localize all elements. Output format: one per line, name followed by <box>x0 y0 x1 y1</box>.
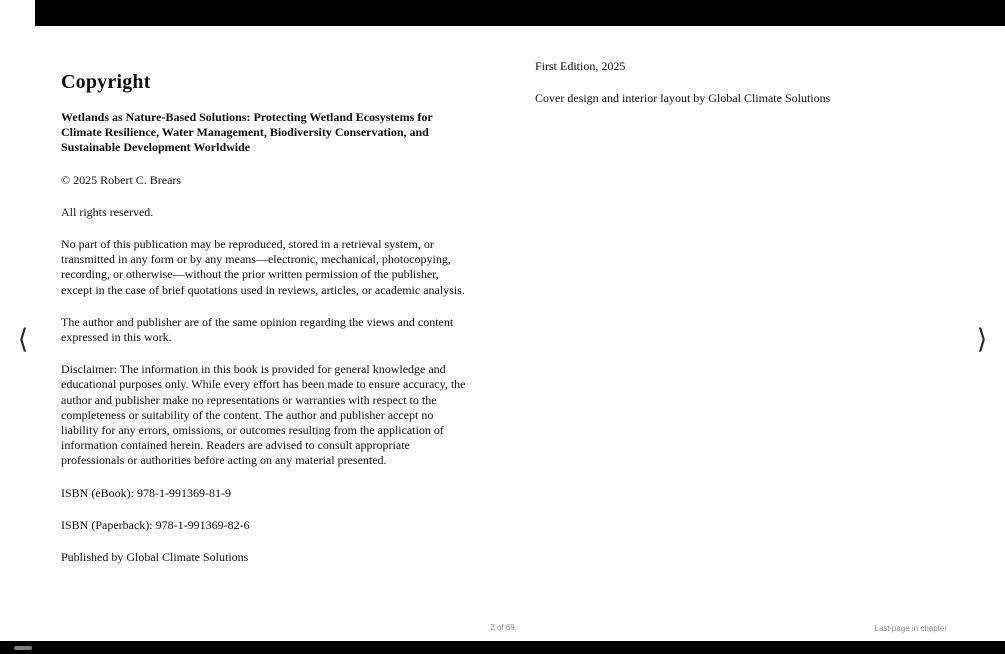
disclaimer-paragraph: Disclaimer: The information in this book is provided for general knowledge and educational purposes only. While every effort has been made to ensure accuracy, the author and publisher make no representations or warranties with respect to the completeness or suitability of the content. The author and publisher accept no liability for any errors, omissions, or outcomes resulting from the application of information contained herein. Readers are advised to consult appropriate professionals or authorities before acting on any material presented. <box>61 362 466 468</box>
top-black-bar <box>0 0 1005 26</box>
edition-line: First Edition, 2025 <box>535 59 626 73</box>
copyright-page-left-column <box>61 70 468 582</box>
page-heading: Copyright <box>61 71 151 93</box>
page-number-indicator: 2 of 69 <box>490 623 515 632</box>
previous-page-button[interactable] <box>8 318 38 362</box>
chevron-left-icon: ⟨ <box>17 324 29 355</box>
isbn-ebook-line: ISBN (eBook): 978-1-991369-81-9 <box>61 485 231 500</box>
permissions-paragraph: No part of this publication may be reproduced, stored in a retrieval system, or transmitted in any form or by any means—electronic, mechanical, photocopying, recording, or otherwise—without the prior written permission of the publisher, except in the case of brief quotations used in reviews, articles, or academic analysis. <box>61 237 465 297</box>
top-left-corner <box>0 0 35 26</box>
next-page-button[interactable] <box>967 318 997 362</box>
isbn-paperback-line: ISBN (Paperback): 978-1-991369-82-6 <box>61 517 250 532</box>
reader-footer <box>0 620 1005 634</box>
views-paragraph: The author and publisher are of the same opinion regarding the views and content expressed in this work. <box>61 314 454 345</box>
publisher-line: Published by Global Climate Solutions <box>61 550 249 565</box>
chapter-status-label: Last page in chapter <box>874 624 947 633</box>
book-title: Wetlands as Nature-Based Solutions: Protecting Wetland Ecosystems for Climate Resilience, Water Management, Biodiversity Conservation, and Sustainable Development Worldwide <box>61 110 433 155</box>
design-credit-line: Cover design and interior layout by Global Climate Solutions <box>535 91 831 106</box>
copyright-page-right-column <box>535 59 880 123</box>
copyright-line: © 2025 Robert C. Brears <box>61 172 182 187</box>
rights-reserved-line: All rights reserved. <box>61 204 154 219</box>
bottom-bar-indicator[interactable] <box>14 646 32 650</box>
chevron-right-icon: ⟩ <box>976 324 988 355</box>
bottom-black-bar <box>0 641 1005 654</box>
